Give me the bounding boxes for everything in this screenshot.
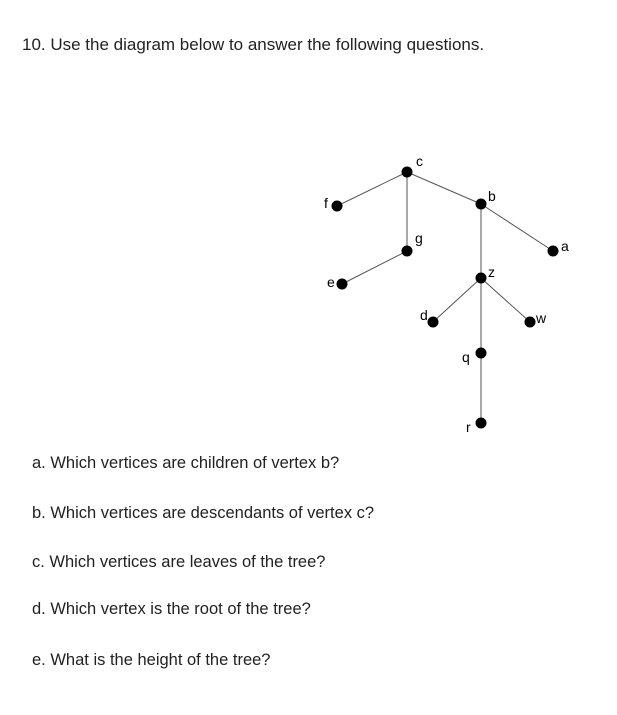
vertex-a bbox=[548, 246, 559, 257]
edge-z-w bbox=[481, 278, 530, 322]
vertex-label-f: f bbox=[324, 195, 328, 211]
vertex-d bbox=[428, 317, 439, 328]
edge-c-b bbox=[407, 172, 481, 204]
vertex-g bbox=[402, 246, 413, 257]
vertex-q bbox=[476, 348, 487, 359]
vertex-label-z: z bbox=[488, 264, 495, 280]
edge-c-f bbox=[337, 172, 407, 206]
vertex-e bbox=[337, 279, 348, 290]
vertex-label-q: q bbox=[462, 349, 470, 365]
question-a: a. Which vertices are children of vertex b? bbox=[32, 454, 340, 472]
vertex-label-g: g bbox=[415, 230, 423, 246]
edge-b-a bbox=[481, 204, 553, 251]
vertex-label-r: r bbox=[466, 419, 471, 435]
question-b: b. Which vertices are descendants of vertex c? bbox=[32, 504, 375, 522]
vertex-c bbox=[402, 167, 413, 178]
vertex-label-a: a bbox=[561, 238, 569, 254]
question-title: 10. Use the diagram below to answer the following questions. bbox=[22, 35, 485, 54]
vertex-z bbox=[476, 273, 487, 284]
question-e: e. What is the height of the tree? bbox=[32, 651, 271, 669]
question-d: d. Which vertex is the root of the tree? bbox=[32, 600, 311, 618]
vertex-label-b: b bbox=[488, 188, 496, 204]
vertex-b bbox=[476, 199, 487, 210]
vertex-label-w: w bbox=[536, 310, 547, 326]
vertex-r bbox=[476, 418, 487, 429]
vertex-f bbox=[332, 201, 343, 212]
edge-g-e bbox=[342, 251, 407, 284]
question-c: c. Which vertices are leaves of the tree? bbox=[32, 553, 326, 571]
vertex-label-e: e bbox=[327, 274, 335, 290]
vertex-label-c: c bbox=[416, 153, 423, 169]
vertex-label-d: d bbox=[420, 307, 428, 323]
edge-z-d bbox=[433, 278, 481, 322]
vertex-w bbox=[525, 317, 536, 328]
